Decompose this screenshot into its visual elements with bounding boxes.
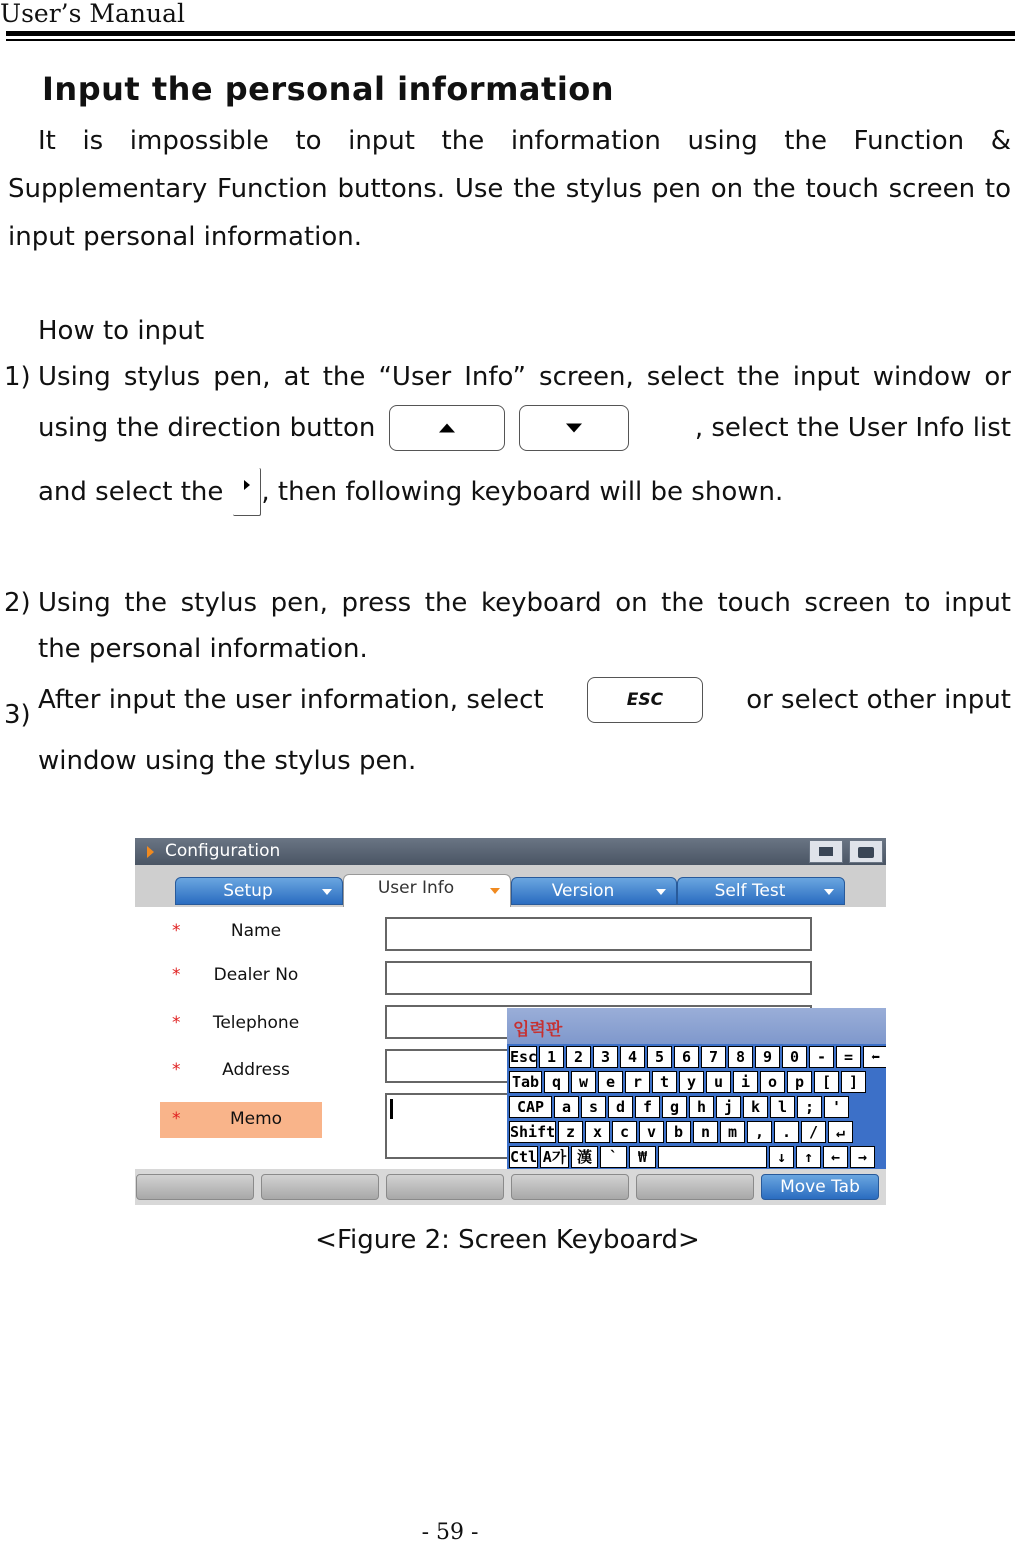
right-arrow-button <box>233 468 261 516</box>
field-label-address <box>160 1053 322 1089</box>
required-star: * <box>172 1013 181 1033</box>
key-1-12[interactable]: ] <box>841 1071 866 1093</box>
key-4-1[interactable]: A가 <box>540 1146 569 1168</box>
camera-icon <box>858 847 874 858</box>
dropdown-icon <box>824 889 834 895</box>
key-1-7[interactable]: u <box>706 1071 731 1093</box>
dropdown-icon <box>322 889 332 895</box>
step-1-line-3 <box>38 468 1011 518</box>
soft-button-3[interactable] <box>386 1174 504 1200</box>
header-rule-thin <box>6 39 1015 41</box>
step-3-line-1a: After input the user information, select <box>38 685 544 715</box>
key-3-1[interactable]: z <box>558 1121 583 1143</box>
key-2-4[interactable]: f <box>635 1096 660 1118</box>
soft-button-5[interactable] <box>636 1174 754 1200</box>
key-1-2[interactable]: w <box>571 1071 596 1093</box>
key-0-3[interactable]: 3 <box>593 1046 618 1068</box>
field-label-name <box>160 914 322 950</box>
key-1-8[interactable]: i <box>733 1071 758 1093</box>
name-input[interactable] <box>385 917 812 951</box>
field-label-text: Memo <box>229 1109 283 1129</box>
key-3-2[interactable]: x <box>585 1121 610 1143</box>
field-label-text: Name <box>230 921 282 941</box>
screen-keyboard-figure <box>135 838 886 1205</box>
key-0-0[interactable]: Esc <box>510 1048 538 1066</box>
key-4-6[interactable]: ↓ <box>769 1146 794 1168</box>
title-arrow-icon <box>147 846 154 858</box>
up-arrow-icon <box>439 424 455 433</box>
page-number: - 59 - <box>421 1520 479 1545</box>
up-arrow-button <box>389 405 505 451</box>
key-4-4[interactable]: ₩ <box>629 1146 656 1168</box>
tab-user-info[interactable] <box>343 874 511 907</box>
key-2-10[interactable]: ; <box>797 1096 822 1118</box>
required-star: * <box>172 1060 181 1080</box>
tab-self-test[interactable] <box>677 877 845 905</box>
key-3-4[interactable]: v <box>639 1121 664 1143</box>
key-1-9[interactable]: o <box>760 1071 785 1093</box>
key-2-11[interactable]: ' <box>824 1096 849 1118</box>
tab-setup-label: Setup <box>223 881 273 901</box>
key-1-10[interactable]: p <box>787 1071 812 1093</box>
key-0-2[interactable]: 2 <box>566 1046 591 1068</box>
screen-keyboard <box>507 1008 886 1171</box>
step-1-line-2 <box>38 405 1011 455</box>
window-title: Configuration <box>165 841 281 861</box>
key-3-8[interactable]: , <box>747 1121 772 1143</box>
key-0-12[interactable]: = <box>836 1046 861 1068</box>
keyboard-title: 입력판 <box>513 1020 563 1040</box>
key-2-6[interactable]: h <box>689 1096 714 1118</box>
tab-strip <box>135 865 886 907</box>
key-1-4[interactable]: r <box>625 1071 650 1093</box>
key-4-3[interactable]: ` <box>600 1146 627 1168</box>
field-label-text: Dealer No <box>213 965 299 985</box>
how-to-label: How to input <box>38 316 205 346</box>
key-1-1[interactable]: q <box>544 1071 569 1093</box>
key-4-2[interactable]: 漢 <box>571 1146 598 1168</box>
tab-version[interactable] <box>511 877 677 905</box>
esc-button <box>587 677 703 723</box>
move-tab-button[interactable]: Move Tab <box>761 1174 879 1200</box>
dropdown-icon <box>490 888 500 894</box>
step-1-line-2b: , select the User Info list <box>694 413 1011 443</box>
running-header: User’s Manual <box>0 0 185 28</box>
key-4-9[interactable]: → <box>850 1146 875 1168</box>
key-1-6[interactable]: y <box>679 1071 704 1093</box>
key-3-9[interactable]: . <box>774 1121 799 1143</box>
home-button[interactable] <box>809 840 843 863</box>
key-0-6[interactable]: 6 <box>674 1046 699 1068</box>
config-title-bar <box>135 838 886 865</box>
key-0-13[interactable]: ⬅ <box>863 1046 886 1068</box>
soft-button-2[interactable] <box>261 1174 379 1200</box>
field-label-telephone <box>160 1006 322 1042</box>
section-heading: Input the personal information <box>42 70 615 108</box>
keyboard-title-bar <box>507 1008 886 1044</box>
step-3-line-2: window using the stylus pen. <box>38 746 417 776</box>
field-label-memo <box>160 1102 322 1138</box>
key-0-5[interactable]: 5 <box>647 1046 672 1068</box>
key-1-3[interactable]: e <box>598 1071 623 1093</box>
dropdown-icon <box>656 889 666 895</box>
down-arrow-icon <box>566 424 582 433</box>
key-1-11[interactable]: [ <box>814 1071 839 1093</box>
key-2-8[interactable]: k <box>743 1096 768 1118</box>
bottom-button-bar <box>135 1169 886 1205</box>
key-2-5[interactable]: g <box>662 1096 687 1118</box>
key-1-0[interactable]: Tab <box>509 1071 542 1093</box>
step-1-line-1: Using stylus pen, at the “User Info” screen, select the input window or <box>38 362 1011 392</box>
step-2-number: 2) <box>4 588 31 618</box>
key-0-9[interactable]: 9 <box>755 1046 780 1068</box>
key-4-0[interactable]: Ctl <box>510 1148 538 1166</box>
key-3-5[interactable]: b <box>666 1121 691 1143</box>
key-3-0[interactable]: Shift <box>510 1123 556 1141</box>
key-0-7[interactable]: 7 <box>701 1046 726 1068</box>
required-star: * <box>172 921 181 941</box>
figure-caption: <Figure 2: Screen Keyboard> <box>315 1225 700 1255</box>
key-3-7[interactable]: m <box>720 1121 745 1143</box>
key-2-2[interactable]: s <box>581 1096 606 1118</box>
home-icon <box>819 847 833 856</box>
field-label-text: Telephone <box>212 1013 300 1033</box>
text-cursor <box>390 1099 393 1119</box>
soft-button-4[interactable] <box>511 1174 629 1200</box>
down-arrow-button <box>519 405 629 451</box>
key-2-0[interactable]: CAP <box>509 1096 552 1118</box>
step-1-line-3b: , then following keyboard will be shown. <box>261 477 784 507</box>
tab-version-label: Version <box>551 881 615 901</box>
step-3-line-1b: or select other input <box>746 685 1011 715</box>
key-0-4[interactable]: 4 <box>620 1046 645 1068</box>
tab-self-test-label: Self Test <box>714 881 786 901</box>
required-star: * <box>172 965 181 985</box>
camera-button[interactable] <box>849 840 883 863</box>
key-3-6[interactable]: n <box>693 1121 718 1143</box>
step-1-number: 1) <box>4 362 31 392</box>
key-0-11[interactable]: - <box>809 1046 834 1068</box>
step-2-line-2: the personal information. <box>38 634 368 664</box>
step-1-line-2a: using the direction button <box>38 413 376 443</box>
step-3-line-1 <box>38 677 1011 729</box>
key-4-5[interactable] <box>658 1146 767 1168</box>
step-2-line-1: Using the stylus pen, press the keyboard on the touch screen to input <box>38 588 1011 618</box>
key-2-3[interactable]: d <box>608 1096 633 1118</box>
step-3-number: 3) <box>4 700 31 730</box>
key-0-8[interactable]: 8 <box>728 1046 753 1068</box>
step-1-line-3a: and select the <box>38 477 224 507</box>
key-2-7[interactable]: j <box>716 1096 741 1118</box>
field-label-dealer-no <box>160 958 322 994</box>
intro-paragraph: It is impossible to input the information using the Function & Supplementary Function buttons. Use the stylus pen on the touch screen to input personal information. <box>8 126 1011 252</box>
header-rule-thick <box>6 31 1015 36</box>
dealer-no-input[interactable] <box>385 961 812 995</box>
field-label-text: Address <box>222 1060 290 1080</box>
tab-setup[interactable] <box>175 877 343 905</box>
key-2-1[interactable]: a <box>554 1096 579 1118</box>
soft-button-1[interactable] <box>136 1174 254 1200</box>
key-3-11[interactable]: ↵ <box>828 1121 853 1143</box>
esc-label: ESC <box>626 690 664 710</box>
key-4-7[interactable]: ↑ <box>796 1146 821 1168</box>
tab-user-info-label: User Info <box>377 878 455 898</box>
key-0-10[interactable]: 0 <box>782 1046 807 1068</box>
right-arrow-icon <box>244 480 250 490</box>
required-star: * <box>172 1109 181 1129</box>
key-1-5[interactable]: t <box>652 1071 677 1093</box>
key-3-10[interactable]: / <box>801 1121 826 1143</box>
key-2-9[interactable]: l <box>770 1096 795 1118</box>
key-0-1[interactable]: 1 <box>539 1046 564 1068</box>
key-4-8[interactable]: ← <box>823 1146 848 1168</box>
key-3-3[interactable]: c <box>612 1121 637 1143</box>
